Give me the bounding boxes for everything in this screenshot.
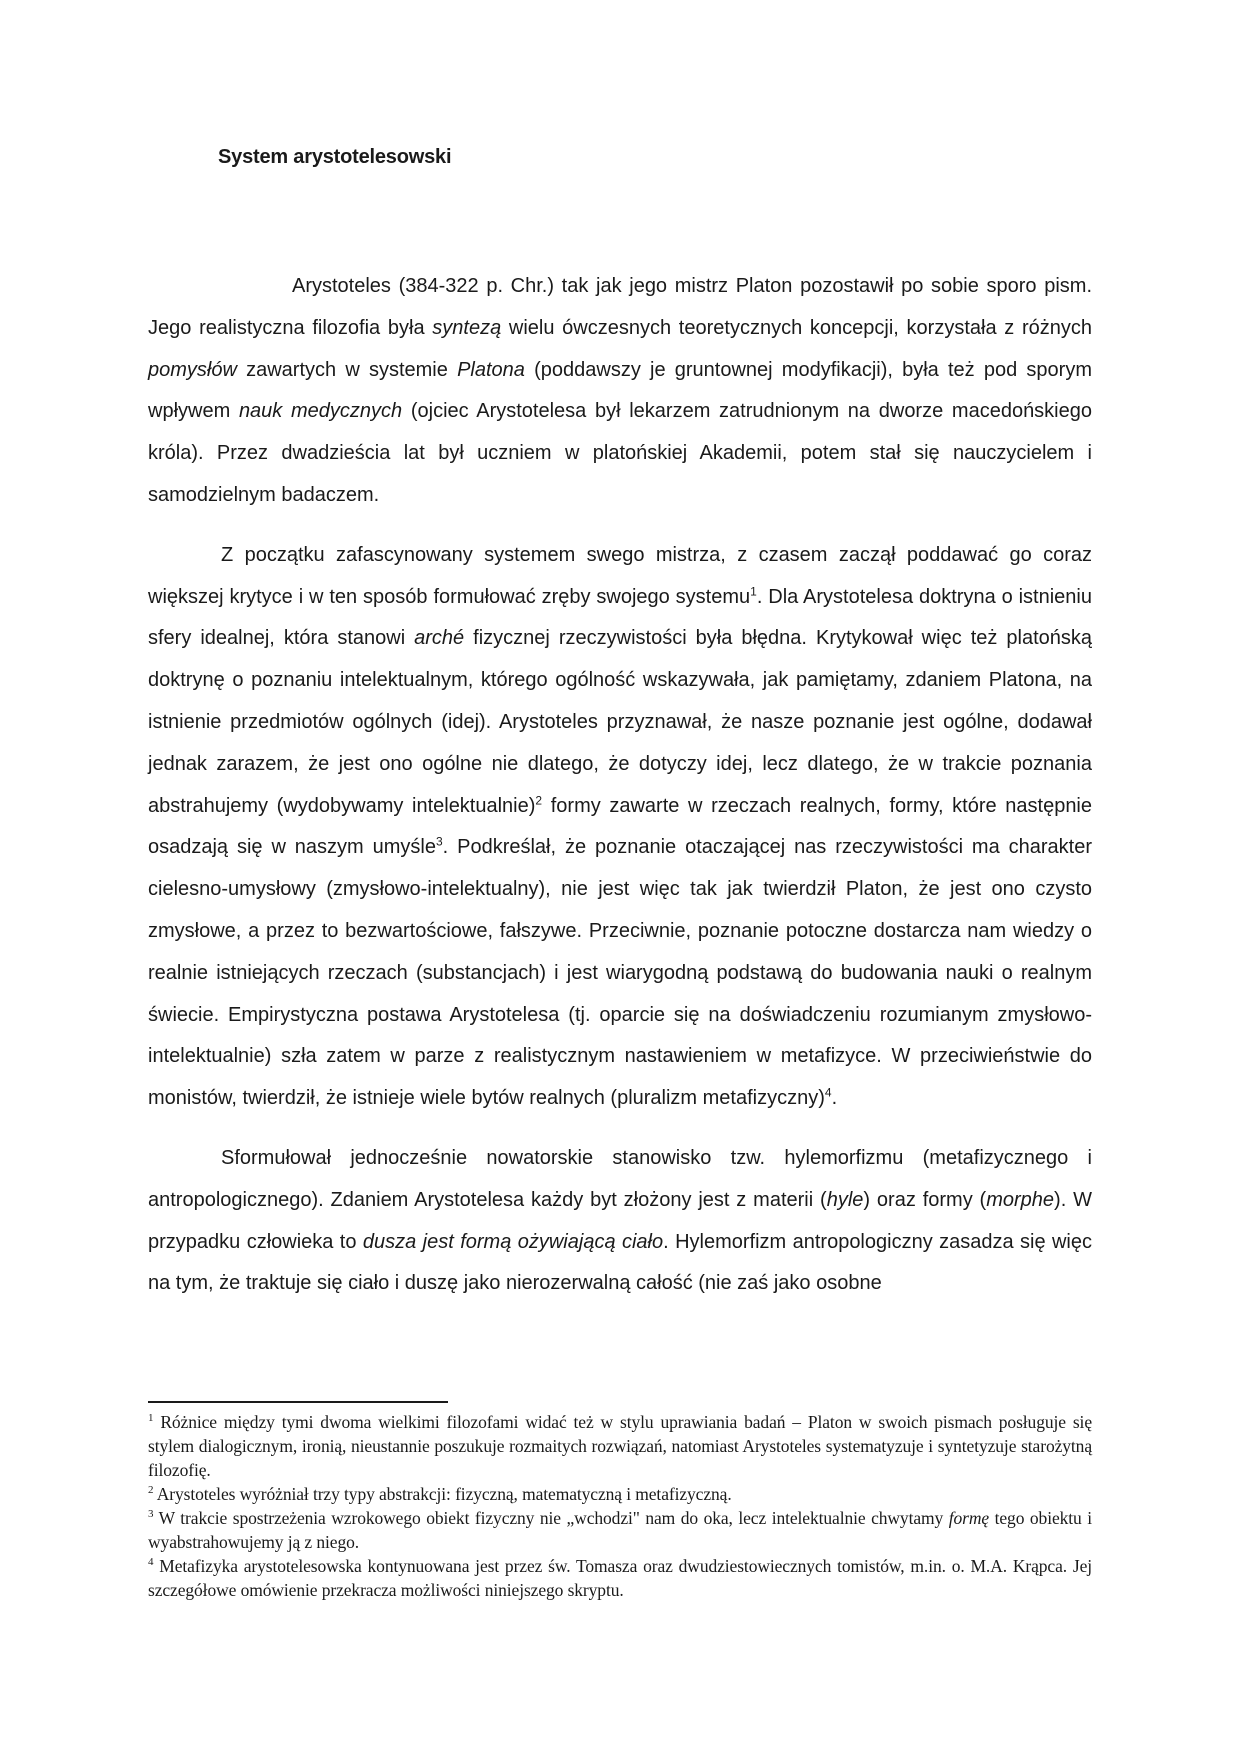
emphasis: Platona (457, 358, 525, 381)
paragraph-1 (148, 266, 1092, 517)
emphasis: syntezą (432, 316, 502, 339)
paragraph-3 (148, 1138, 1092, 1305)
footnote-number: 3 (148, 1508, 154, 1521)
footnote-number: 1 (148, 1412, 154, 1425)
footnote-text: tego obiektu i wyabstrahowujemy ją z niego. (148, 1508, 1092, 1552)
footnote-2 (148, 1482, 1092, 1506)
text-run: Z początku zafascynowany systemem swego mistrza, z czasem zaczął poddawać go coraz większej krytyce i w ten sposób formułować zręby swojego systemu (148, 543, 1092, 608)
emphasis: arché (414, 627, 465, 650)
footnote-1 (148, 1410, 1092, 1482)
text-run: zawartych w systemie (236, 358, 458, 381)
text-run: . Hylemorfizm antropologiczny zasadza się więc na tym, że traktuje się ciało i duszę jako nierozerwalną całość (nie zaś jako osobne (148, 1230, 1092, 1295)
footnote-4 (148, 1554, 1092, 1602)
text-run: . Dla Arystotelesa doktryna o istnieniu sfery idealnej, która stanowi (148, 585, 1092, 650)
emphasis: pomysłów (148, 358, 237, 381)
footnote-ref-1[interactable]: 1 (750, 583, 757, 598)
footnote-ref-3[interactable]: 3 (435, 834, 443, 849)
footnote-3 (148, 1506, 1092, 1554)
text-run: (poddawszy je gruntownej modyfikacji), była też pod sporym wpływem (148, 358, 1092, 423)
text-run: Sformułował jednocześnie nowatorskie stanowisko tzw. hylemorfizmu (metafizycznego i antropologicznego). Zdaniem Arystotelesa każdy byt złożony jest z materii ( (148, 1146, 1092, 1211)
text-run: . (831, 1087, 838, 1110)
footnote-text: W trakcie spostrzeżenia wzrokowego obiekt fizyczny nie „wchodzi" nam do oka, lecz intelektualnie chwytamy (153, 1508, 949, 1528)
text-run: (ojciec Arystotelesa był lekarzem zatrudnionym na dworze macedońskiego króla). Przez dwadzieścia lat był uczniem w platońskiej Akademii, potem stał się nauczycielem i samodzielnym badaczem. (148, 400, 1092, 506)
document-body (148, 266, 1092, 1305)
emphasis: nauk medycznych (238, 400, 403, 423)
footnote-separator (148, 1401, 448, 1403)
text-run: formy zawarte w rzeczach realnych, formy, które następnie osadzają się w naszym umyśle (148, 794, 1093, 859)
text-run: . Podkreślał, że poznanie otaczającej nas rzeczywistości ma charakter cielesno-umysłowy (zmysłowo-intelektualny), nie jest więc tak jak twierdził Platon, że jest ono czysto zmysłowe, a przez to bezwartościowe, fałszywe. Przeciwnie, poznanie potoczne dostarcza nam wiedzy o realnie istniejących rzeczach (substancjach) i jest wiarygodną podstawą do budowania nauki o realnym świecie. Empirystyczna postawa Arystotelesa (tj. oparcie się na doświadczeniu rozumianym zmysłowo-intelektualnie) szła zatem w parze z realistycznym nastawieniem w metafizyce. W przeciwieństwie do monistów, twierdził, że istnieje wiele bytów realnych (pluralizm metafizyczny) (148, 836, 1092, 1110)
footnote-ref-2[interactable]: 2 (535, 792, 543, 807)
footnote-number: 2 (148, 1484, 154, 1497)
footnote-text: Metafizyka arystotelesowska kontynuowana jest przez św. Tomasza oraz dwudziestowiecznych tomistów, m.in. o. M.A. Krąpca. Jej szczegółowe omówienie przekracza możliwości niniejszego skryptu. (148, 1556, 1092, 1600)
emphasis: formę (948, 1508, 990, 1528)
paragraph-2 (148, 535, 1092, 1120)
emphasis: hyle (826, 1188, 864, 1211)
text-run: fizycznej rzeczywistości była błędna. Krytykował więc też platońską doktrynę o poznaniu intelektualnym, którego ogólność wskazywała, jak pamiętamy, zdaniem Platona, na istnienie przedmiotów ogólnych (idej). Arystoteles przyznawał, że nasze poznanie jest ogólne, dodawał jednak zarazem, że jest ono ogólne nie dlatego, że dotyczy idej, lecz dlatego, że w trakcie poznania abstrahujemy (wydobywamy intelektualnie) (148, 627, 1092, 817)
footnote-text: Różnice między tymi dwoma wielkimi filozofami widać też w stylu uprawiania badań – Platon w swoich pismach posługuje się stylem dialogicznym, ironią, nieustannie poszukuje rozmaitych rozwiązań, natomiast Arystoteles systematyzuje i syntetyzuje starożytną filozofię. (148, 1412, 1092, 1480)
footnote-ref-4[interactable]: 4 (824, 1085, 832, 1100)
text-run: Arystoteles (384-322 p. Chr.) tak jak jego mistrz Platon pozostawił po sobie sporo pism. Jego realistyczna filozofia była (148, 275, 1092, 339)
document-title: System arystotelesowski (218, 146, 452, 168)
text-run: ). W przypadku człowieka to (148, 1188, 1092, 1253)
footnotes (148, 1410, 1092, 1602)
text-run: ) oraz formy ( (863, 1188, 987, 1211)
text-run: wielu ówczesnych teoretycznych koncepcji, korzystała z różnych (501, 316, 1092, 339)
emphasis: morphe (986, 1188, 1055, 1211)
emphasis: dusza jest formą ożywiającą ciało (362, 1230, 664, 1253)
footnote-text: Arystoteles wyróżniał trzy typy abstrakcji: fizyczną, matematyczną i metafizyczną. (153, 1484, 732, 1504)
footnote-number: 4 (148, 1556, 154, 1569)
